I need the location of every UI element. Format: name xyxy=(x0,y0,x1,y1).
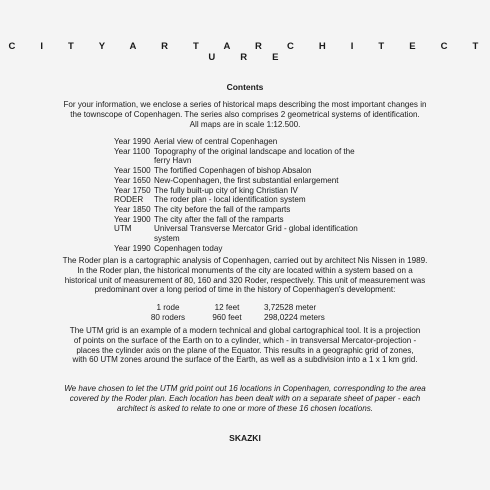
measurement-feet: 960 feet xyxy=(212,312,242,322)
map-list-item xyxy=(114,147,414,166)
measurement-row xyxy=(140,303,400,313)
roder-line: predominant over a long period of time in the history of Copenhagen's development: xyxy=(94,285,396,295)
utm-line: places the cylinder axis on the plane of the Equator. This results in a geographic grid of zones, xyxy=(76,345,414,355)
map-list xyxy=(114,137,414,253)
contents-heading: Contents xyxy=(226,82,264,92)
closing-paragraph xyxy=(24,384,466,413)
map-list-item xyxy=(114,195,414,205)
utm-paragraph xyxy=(24,326,466,365)
map-list-item xyxy=(114,186,414,196)
closing-line: covered by the Roder plan. Each location has been dealt with on a separate sheet of paper - each xyxy=(69,393,421,403)
map-year: Year 1750 xyxy=(114,185,151,195)
closing-line: architect is asked to relate to one or more of these 16 chosen locations. xyxy=(117,403,373,413)
roder-paragraph xyxy=(24,256,466,295)
map-description: The roder plan - local identification system xyxy=(154,195,306,205)
measurement-feet: 12 feet xyxy=(214,303,240,312)
intro-line: the townscope of Copenhagen. The series also comprises 2 geometrical systems of identification. xyxy=(70,109,420,119)
map-description: Copenhagen today xyxy=(154,243,223,253)
map-description: The fully built-up city of king Christian IV xyxy=(154,185,298,195)
measurement-row xyxy=(140,313,400,323)
map-year: Year 1100 xyxy=(114,146,151,156)
map-year: Year 1650 xyxy=(114,175,151,185)
signature: SKAZKI xyxy=(229,433,261,443)
map-year: RODER xyxy=(114,195,144,205)
map-list-item xyxy=(114,176,414,186)
map-year: Year 1990 xyxy=(114,243,151,253)
map-list-item xyxy=(114,205,414,215)
measurement-unit: 80 roders xyxy=(150,312,186,322)
measurement-table xyxy=(140,303,400,322)
map-year: Year 1500 xyxy=(114,166,151,176)
closing-line: We have chosen to let the UTM grid point out 16 locations in Copenhagen, corresponding to the area xyxy=(64,384,426,393)
map-list-item xyxy=(114,224,414,243)
map-list-item xyxy=(114,244,414,254)
map-year: Year 1990 xyxy=(114,137,151,146)
roder-line: historical unit of measurement of 80, 160 and 320 Roder, respectively. This unit of measurement was xyxy=(64,275,426,285)
measurement-unit: 1 rode xyxy=(156,303,180,312)
map-description: The city before the fall of the ramparts xyxy=(154,204,291,214)
map-description: Topography of the original landscape and location of the ferry Havn xyxy=(154,146,355,166)
map-list-item xyxy=(114,215,414,225)
map-list-item xyxy=(114,166,414,176)
intro-line: For your information, we enclose a series of historical maps describing the most important changes in xyxy=(63,100,427,109)
map-description: Universal Transverse Mercator Grid - global identification system xyxy=(154,224,358,244)
utm-line: The UTM grid is an example of a modern technical and global cartographical tool. It is a projection xyxy=(69,326,421,335)
map-list-item xyxy=(114,137,414,147)
map-year: UTM xyxy=(114,224,132,234)
map-year: Year 1850 xyxy=(114,204,151,214)
map-description: New-Copenhagen, the first substantial enlargement xyxy=(154,175,339,185)
roder-line: In the Roder plan, the historical monuments of the city are located within a system based on a xyxy=(77,265,413,275)
map-description: The city after the fall of the ramparts xyxy=(154,214,284,224)
measurement-meters: 3,72528 meter xyxy=(264,303,317,312)
map-year: Year 1900 xyxy=(114,214,151,224)
intro-paragraph xyxy=(32,100,458,129)
utm-line: of points on the surface of the Earth on to a cylinder, which - in transversal Mercator-projection - xyxy=(73,335,417,345)
document-header: C I T Y A R T A R C H I T E C T U R E xyxy=(8,41,490,63)
roder-line: The Roder plan is a cartographic analysis of Copenhagen, carried out by architect Nis Nissen in 1989. xyxy=(62,256,428,265)
utm-line: with 60 UTM zones around the surface of the Earth, as well as a subdivision into a 1 x 1 km grid. xyxy=(72,355,418,365)
map-description: Aerial view of central Copenhagen xyxy=(154,137,278,146)
intro-line: All maps are in scale 1:12.500. xyxy=(189,119,301,129)
map-description: The fortified Copenhagen of bishop Absalon xyxy=(154,166,312,176)
measurement-meters: 298,0224 meters xyxy=(264,312,325,322)
